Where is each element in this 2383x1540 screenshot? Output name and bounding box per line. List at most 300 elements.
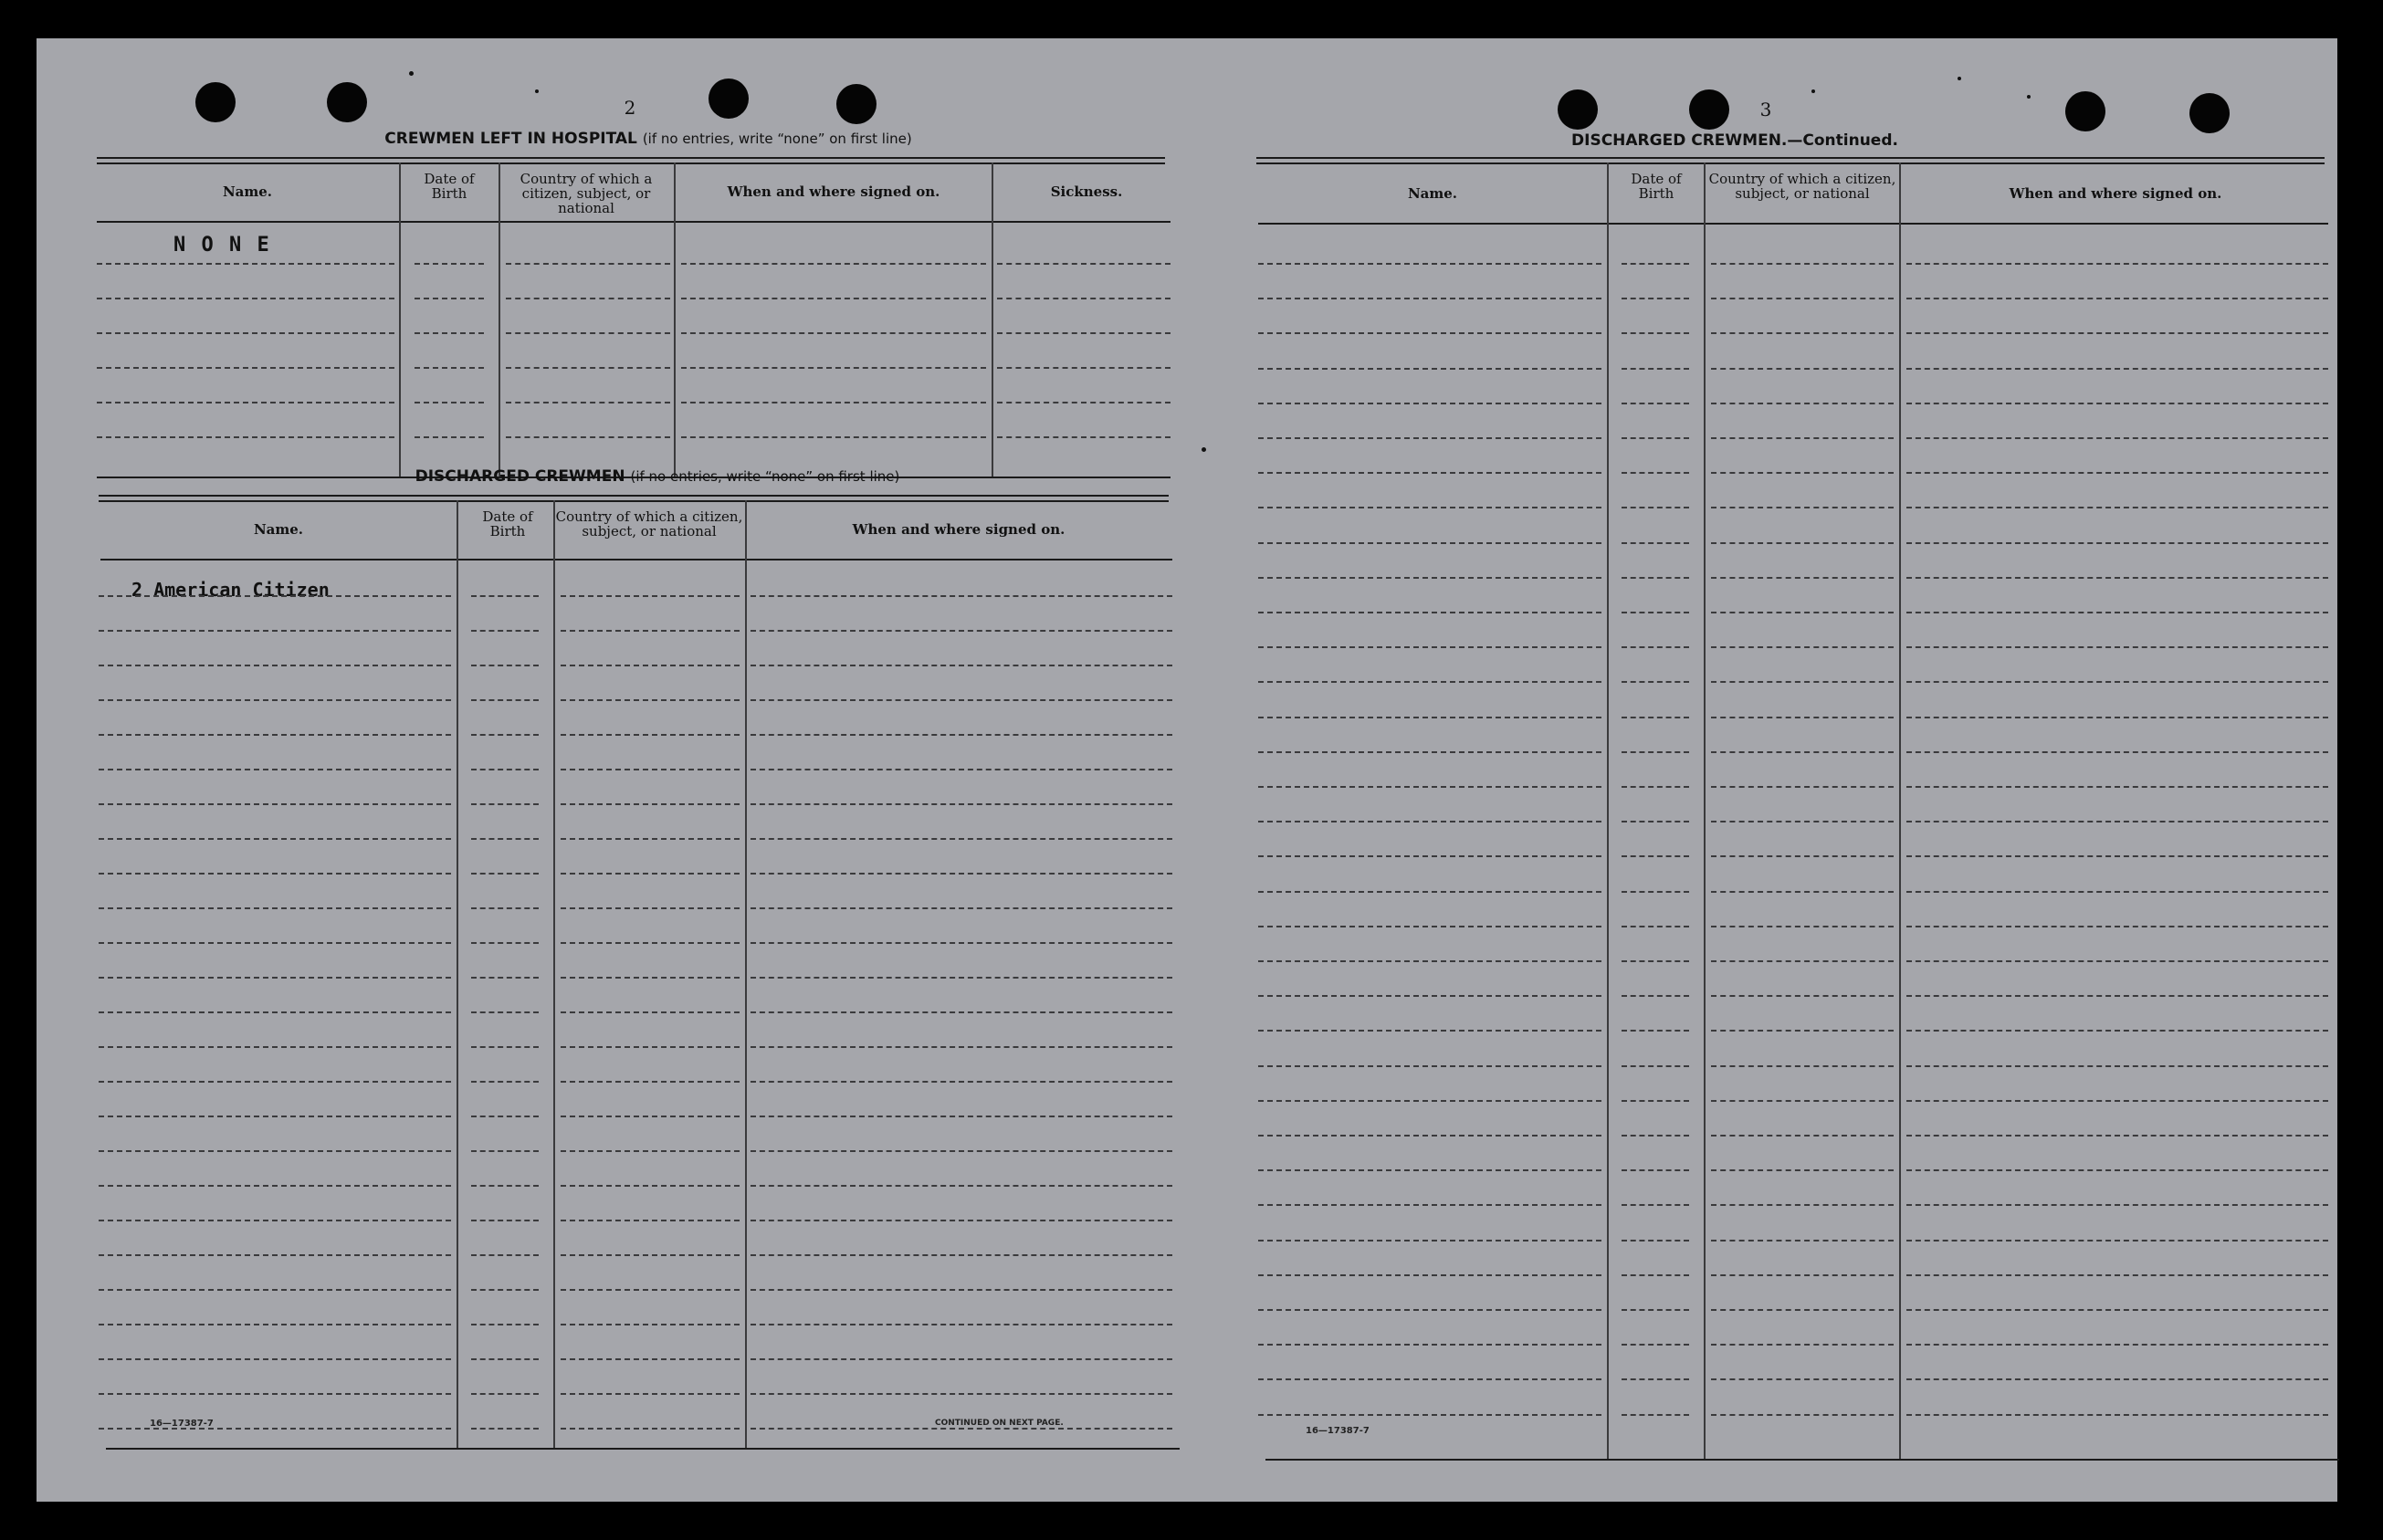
ruled-line — [561, 769, 740, 770]
ruled-line — [471, 734, 539, 736]
ruled-line — [1906, 891, 2328, 893]
ruled-line — [1258, 751, 1601, 753]
ruled-line — [1622, 542, 1689, 544]
ruled-line — [561, 1011, 740, 1013]
ruled-line — [471, 803, 539, 805]
ruled-line — [561, 1150, 740, 1152]
hospital-entry: N O N E — [173, 234, 271, 257]
ruled-line — [1711, 1414, 1894, 1416]
ruled-line — [1906, 855, 2328, 857]
ruled-line — [751, 838, 1172, 840]
ruled-line — [1711, 437, 1894, 439]
ruled-line — [1622, 263, 1689, 265]
ruled-line — [751, 1428, 1172, 1430]
ruled-line — [471, 665, 539, 666]
ruled-line — [97, 332, 394, 334]
ruled-line — [1258, 1309, 1601, 1311]
ruled-line — [1622, 1169, 1689, 1171]
ruled-line — [1711, 612, 1894, 613]
discharged-title-note: (if no entries, write “none” on first line) — [630, 468, 900, 485]
ruled-line — [1711, 1309, 1894, 1311]
ruled-line — [99, 769, 451, 770]
ruled-line — [751, 1220, 1172, 1221]
ruled-line — [506, 332, 670, 334]
ruled-line — [506, 263, 670, 265]
ruled-line — [1622, 1065, 1689, 1067]
right-page-title: DISCHARGED CREWMEN.—Continued. — [1571, 131, 1898, 150]
ruled-line — [561, 699, 740, 701]
ruled-line — [1622, 1414, 1689, 1416]
ruled-line — [1711, 1135, 1894, 1137]
ruled-line — [1906, 1135, 2328, 1137]
ruled-line — [415, 367, 484, 369]
ruled-line — [1258, 507, 1601, 508]
ruled-line — [1622, 681, 1689, 683]
ruled-line — [1258, 855, 1601, 857]
ruled-line — [471, 1428, 539, 1430]
ruled-line — [1906, 1344, 2328, 1346]
ruled-line — [99, 1150, 451, 1152]
speck — [1202, 447, 1206, 452]
ruled-line — [1906, 1240, 2328, 1241]
ruled-line — [751, 1358, 1172, 1360]
ruled-line — [751, 907, 1172, 909]
ruled-line — [1906, 612, 2328, 613]
ruled-line — [1258, 1240, 1601, 1241]
speck — [1958, 77, 1961, 80]
ruled-line — [1906, 1169, 2328, 1171]
form-sheet — [37, 38, 2337, 1502]
ruled-line — [1258, 577, 1601, 579]
right-col-divider — [1704, 162, 1706, 1461]
ruled-line — [561, 1428, 740, 1430]
ruled-line — [751, 630, 1172, 632]
ruled-line — [471, 699, 539, 701]
ruled-line — [471, 630, 539, 632]
ruled-line — [561, 1254, 740, 1256]
ruled-line — [97, 367, 394, 369]
hospital-title-text: CREWMEN LEFT IN HOSPITAL — [384, 130, 637, 148]
ruled-line — [1711, 681, 1894, 683]
ruled-line — [1711, 717, 1894, 718]
hospital-col-divider — [674, 162, 676, 478]
ruled-line — [1906, 437, 2328, 439]
ruled-line — [1711, 577, 1894, 579]
ruled-line — [751, 1046, 1172, 1048]
ruled-line — [99, 873, 451, 875]
ruled-line — [1711, 368, 1894, 370]
ruled-line — [471, 595, 539, 597]
ruled-line — [681, 332, 986, 334]
ruled-line — [1622, 1135, 1689, 1137]
ruled-line — [1906, 1030, 2328, 1032]
ruled-line — [1711, 1204, 1894, 1206]
ruled-line — [561, 665, 740, 666]
hospital-header-country: Country of which a citizen, subject, or national — [520, 171, 653, 216]
ruled-line — [1622, 1240, 1689, 1241]
ruled-line — [1622, 960, 1689, 962]
continued-note: CONTINUED ON NEXT PAGE. — [935, 1419, 1064, 1428]
right-col-divider — [1899, 162, 1901, 1461]
form-number-right: 16—17387-7 — [1306, 1426, 1370, 1436]
discharged-entry: 2 American Citizen — [131, 579, 330, 601]
hospital-table-top-rule — [97, 162, 1165, 164]
punch-hole — [2189, 93, 2230, 133]
ruled-line — [1258, 1344, 1601, 1346]
ruled-line — [561, 942, 740, 944]
ruled-line — [99, 977, 451, 979]
ruled-line — [471, 838, 539, 840]
ruled-line — [561, 977, 740, 979]
right-table-top-rule — [1256, 162, 2325, 164]
ruled-line — [1622, 507, 1689, 508]
ruled-line — [1906, 368, 2328, 370]
ruled-line — [471, 977, 539, 979]
ruled-line — [561, 873, 740, 875]
ruled-line — [1711, 995, 1894, 997]
ruled-line — [561, 1393, 740, 1395]
punch-hole — [709, 79, 749, 119]
ruled-line — [1906, 681, 2328, 683]
ruled-line — [1711, 1100, 1894, 1102]
ruled-line — [1711, 751, 1894, 753]
ruled-line — [1622, 995, 1689, 997]
ruled-line — [99, 630, 451, 632]
ruled-line — [1906, 960, 2328, 962]
ruled-line — [1711, 542, 1894, 544]
ruled-line — [1711, 263, 1894, 265]
ruled-line — [471, 1046, 539, 1048]
discharged-col-divider — [553, 500, 555, 1450]
ruled-line — [751, 769, 1172, 770]
discharged-section-title — [310, 467, 1004, 486]
ruled-line — [1711, 403, 1894, 404]
ruled-line — [561, 1358, 740, 1360]
punch-hole — [1689, 89, 1729, 130]
ruled-line — [1906, 1378, 2328, 1380]
ruled-line — [471, 1011, 539, 1013]
ruled-line — [561, 1185, 740, 1187]
hospital-table-top-rule — [97, 157, 1165, 159]
ruled-line — [506, 367, 670, 369]
form-number-left: 16—17387-7 — [150, 1419, 214, 1429]
ruled-line — [751, 699, 1172, 701]
ruled-line — [1622, 891, 1689, 893]
ruled-line — [1711, 332, 1894, 334]
ruled-line — [471, 1324, 539, 1325]
ruled-line — [751, 1081, 1172, 1083]
ruled-line — [1258, 717, 1601, 718]
ruled-line — [681, 402, 986, 403]
ruled-line — [1711, 298, 1894, 299]
discharged-header-country: Country of which a citizen, subject, or national — [555, 508, 743, 540]
ruled-line — [99, 1358, 451, 1360]
right-header-rule — [1258, 223, 2328, 225]
ruled-line — [1906, 1065, 2328, 1067]
right-table-top-rule — [1256, 157, 2325, 159]
ruled-line — [1258, 1100, 1601, 1102]
ruled-line — [681, 298, 986, 299]
ruled-line — [1258, 646, 1601, 648]
ruled-line — [471, 1254, 539, 1256]
ruled-line — [1711, 1274, 1894, 1276]
ruled-line — [99, 1289, 451, 1291]
ruled-line — [1622, 855, 1689, 857]
ruled-line — [751, 1011, 1172, 1013]
ruled-line — [1906, 1204, 2328, 1206]
ruled-line — [1906, 577, 2328, 579]
hospital-title-note: (if no entries, write “none” on first line) — [642, 131, 912, 147]
ruled-line — [1622, 1030, 1689, 1032]
ruled-line — [1906, 1100, 2328, 1102]
hospital-header-sickness: Sickness. — [1050, 183, 1123, 200]
ruled-line — [1906, 646, 2328, 648]
ruled-line — [1622, 1309, 1689, 1311]
ruled-line — [1258, 542, 1601, 544]
ruled-line — [1258, 926, 1601, 927]
ruled-line — [99, 1116, 451, 1117]
speck — [535, 89, 539, 93]
ruled-line — [1622, 403, 1689, 404]
ruled-line — [99, 942, 451, 944]
right-header-dob: Date of Birth — [1631, 171, 1682, 202]
ruled-line — [997, 263, 1171, 265]
punch-hole — [327, 82, 367, 122]
ruled-line — [1258, 995, 1601, 997]
ruled-line — [1258, 472, 1601, 474]
ruled-line — [99, 699, 451, 701]
ruled-line — [751, 1185, 1172, 1187]
ruled-line — [681, 367, 986, 369]
ruled-line — [1622, 786, 1689, 788]
ruled-line — [1622, 612, 1689, 613]
ruled-line — [97, 263, 394, 265]
ruled-line — [1258, 263, 1601, 265]
ruled-line — [997, 402, 1171, 403]
discharged-col-divider — [457, 500, 458, 1450]
ruled-line — [561, 1220, 740, 1221]
ruled-line — [99, 595, 451, 597]
ruled-line — [471, 1220, 539, 1221]
right-header-country: Country of which a citizen, subject, or national — [1708, 171, 1896, 202]
punch-hole — [1558, 89, 1598, 130]
speck — [2027, 95, 2031, 99]
ruled-line — [1622, 717, 1689, 718]
ruled-line — [997, 436, 1171, 438]
right-table-bottom-rule — [1265, 1459, 2339, 1461]
ruled-line — [1711, 507, 1894, 508]
ruled-line — [1906, 507, 2328, 508]
ruled-line — [471, 1358, 539, 1360]
ruled-line — [1258, 1204, 1601, 1206]
page-number-right: 3 — [1759, 99, 1772, 120]
ruled-line — [681, 263, 986, 265]
ruled-line — [415, 298, 484, 299]
ruled-line — [97, 436, 394, 438]
ruled-line — [471, 1289, 539, 1291]
ruled-line — [1622, 1274, 1689, 1276]
ruled-line — [99, 734, 451, 736]
hospital-col-divider — [992, 162, 993, 478]
hospital-col-divider — [399, 162, 401, 478]
ruled-line — [415, 263, 484, 265]
ruled-line — [1906, 1414, 2328, 1416]
ruled-line — [1906, 1274, 2328, 1276]
hospital-header-rule — [97, 221, 1171, 223]
ruled-line — [99, 1324, 451, 1325]
ruled-line — [1258, 1065, 1601, 1067]
ruled-line — [415, 332, 484, 334]
ruled-line — [506, 298, 670, 299]
ruled-line — [1258, 1169, 1601, 1171]
ruled-line — [1622, 821, 1689, 822]
ruled-line — [1906, 472, 2328, 474]
hospital-header-name: Name. — [222, 183, 273, 200]
ruled-line — [1906, 542, 2328, 544]
ruled-line — [1622, 472, 1689, 474]
hospital-header-dob: Date of Birth — [424, 171, 475, 202]
ruled-line — [99, 1220, 451, 1221]
ruled-line — [1258, 437, 1601, 439]
ruled-line — [751, 734, 1172, 736]
ruled-line — [415, 402, 484, 403]
ruled-line — [1906, 403, 2328, 404]
ruled-line — [471, 1081, 539, 1083]
ruled-line — [561, 595, 740, 597]
right-header-name: Name. — [1407, 185, 1458, 202]
ruled-line — [471, 907, 539, 909]
ruled-line — [1258, 368, 1601, 370]
ruled-line — [1711, 855, 1894, 857]
ruled-line — [471, 1185, 539, 1187]
discharged-header-rule — [100, 559, 1172, 560]
ruled-line — [751, 665, 1172, 666]
ruled-line — [751, 1116, 1172, 1117]
ruled-line — [561, 1116, 740, 1117]
ruled-line — [415, 436, 484, 438]
ruled-line — [97, 298, 394, 299]
ruled-line — [1258, 1030, 1601, 1032]
ruled-line — [471, 1116, 539, 1117]
ruled-line — [1258, 891, 1601, 893]
ruled-line — [99, 907, 451, 909]
discharged-header-signed-on: When and where signed on. — [852, 521, 1066, 538]
ruled-line — [1711, 1169, 1894, 1171]
ruled-line — [1258, 1274, 1601, 1276]
ruled-line — [99, 803, 451, 805]
ruled-line — [1711, 786, 1894, 788]
right-col-divider — [1607, 162, 1609, 1461]
punch-hole — [2065, 91, 2105, 131]
ruled-line — [1906, 298, 2328, 299]
ruled-line — [1622, 926, 1689, 927]
ruled-line — [471, 873, 539, 875]
ruled-line — [1622, 298, 1689, 299]
ruled-line — [1711, 472, 1894, 474]
discharged-title-text: DISCHARGED CREWMEN — [415, 467, 625, 486]
ruled-line — [1622, 1344, 1689, 1346]
ruled-line — [561, 838, 740, 840]
ruled-line — [1258, 960, 1601, 962]
ruled-line — [471, 1393, 539, 1395]
ruled-line — [751, 803, 1172, 805]
ruled-line — [751, 1254, 1172, 1256]
ruled-line — [506, 436, 670, 438]
ruled-line — [1711, 1030, 1894, 1032]
ruled-line — [471, 942, 539, 944]
ruled-line — [1622, 646, 1689, 648]
ruled-line — [1258, 298, 1601, 299]
ruled-line — [99, 1254, 451, 1256]
hospital-section-title — [301, 130, 995, 148]
ruled-line — [1258, 332, 1601, 334]
ruled-line — [99, 838, 451, 840]
ruled-line — [99, 1185, 451, 1187]
ruled-line — [997, 367, 1171, 369]
ruled-line — [751, 1393, 1172, 1395]
ruled-line — [99, 665, 451, 666]
right-header-signed-on: When and where signed on. — [2009, 185, 2222, 202]
ruled-line — [751, 595, 1172, 597]
ruled-line — [1622, 368, 1689, 370]
ruled-line — [1906, 926, 2328, 927]
ruled-line — [561, 734, 740, 736]
ruled-line — [997, 332, 1171, 334]
ruled-line — [1622, 751, 1689, 753]
ruled-line — [751, 1150, 1172, 1152]
ruled-line — [751, 1289, 1172, 1291]
ruled-line — [1711, 891, 1894, 893]
ruled-line — [1258, 1135, 1601, 1137]
ruled-line — [1258, 1414, 1601, 1416]
ruled-line — [1906, 1309, 2328, 1311]
discharged-table-top-rule — [99, 495, 1169, 497]
ruled-line — [1906, 995, 2328, 997]
ruled-line — [561, 630, 740, 632]
ruled-line — [561, 907, 740, 909]
ruled-line — [1258, 681, 1601, 683]
ruled-line — [1906, 786, 2328, 788]
ruled-line — [1622, 1204, 1689, 1206]
ruled-line — [99, 1393, 451, 1395]
ruled-line — [1711, 1378, 1894, 1380]
ruled-line — [99, 1046, 451, 1048]
ruled-line — [997, 298, 1171, 299]
ruled-line — [1906, 332, 2328, 334]
ruled-line — [1711, 1065, 1894, 1067]
ruled-line — [1622, 332, 1689, 334]
ruled-line — [561, 1289, 740, 1291]
ruled-line — [1711, 821, 1894, 822]
ruled-line — [1622, 1100, 1689, 1102]
speck — [1811, 89, 1815, 93]
punch-hole — [195, 82, 236, 122]
ruled-line — [1906, 821, 2328, 822]
hospital-header-signed-on: When and where signed on. — [727, 183, 940, 200]
ruled-line — [751, 977, 1172, 979]
ruled-line — [561, 1324, 740, 1325]
ruled-line — [1906, 751, 2328, 753]
ruled-line — [1258, 821, 1601, 822]
ruled-line — [751, 942, 1172, 944]
ruled-line — [1258, 612, 1601, 613]
ruled-line — [751, 873, 1172, 875]
ruled-line — [1258, 1378, 1601, 1380]
ruled-line — [99, 1081, 451, 1083]
punch-hole — [836, 84, 877, 124]
ruled-line — [99, 1011, 451, 1013]
discharged-header-name: Name. — [253, 521, 304, 538]
